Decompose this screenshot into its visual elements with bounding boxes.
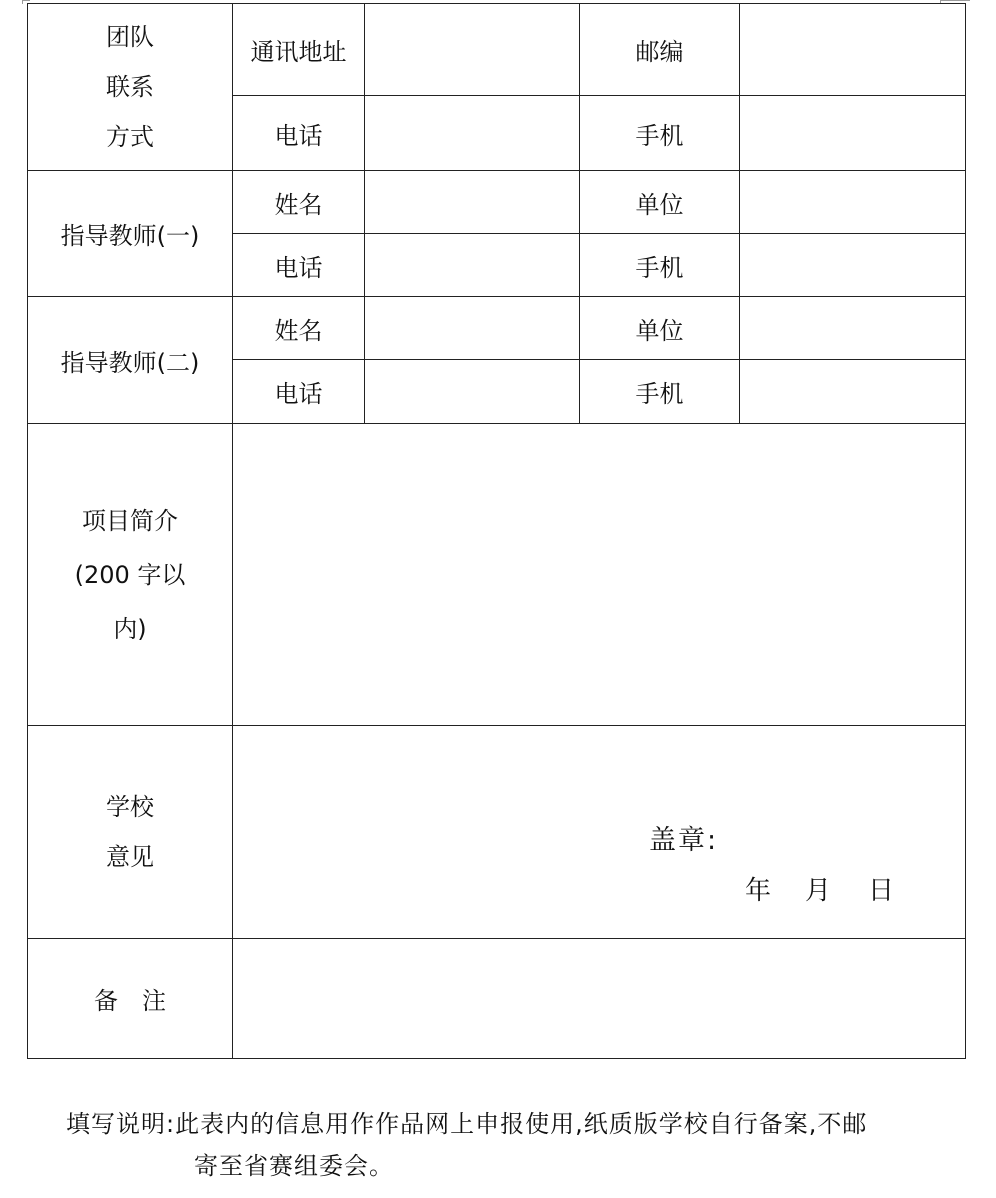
remarks-row: [28, 939, 966, 1059]
team-contact-row-1: [28, 4, 966, 96]
school-opinion-heading-line: 意见: [106, 843, 154, 871]
team-phone-field[interactable]: [365, 96, 580, 171]
stamp-label: 盖章:: [649, 825, 719, 856]
team-mobile-label: 手机: [580, 96, 740, 171]
project-intro-row: [28, 424, 966, 726]
advisor-2-heading: 指导教师(二): [28, 297, 233, 424]
filling-instructions: [66, 1103, 867, 1187]
advisor-2-row-1: [28, 297, 966, 360]
crop-tick-left: [22, 0, 23, 4]
advisor-2-phone-label: 电话: [233, 360, 365, 424]
advisor-2-unit-label: 单位: [580, 297, 740, 360]
team-contact-heading-line: 方式: [106, 123, 154, 151]
advisor-1-heading: 指导教师(一): [28, 171, 233, 297]
advisor-1-mobile-field[interactable]: [740, 234, 966, 297]
advisor-1-phone-label: 电话: [233, 234, 365, 297]
advisor-1-phone-field[interactable]: [365, 234, 580, 297]
project-intro-heading: [28, 424, 233, 726]
advisor-2-unit-field[interactable]: [740, 297, 966, 360]
address-label: 通讯地址: [233, 4, 365, 96]
school-opinion-heading-line: 学校: [106, 793, 154, 821]
postcode-field[interactable]: [740, 4, 966, 96]
postcode-label: 邮编: [580, 4, 740, 96]
advisor-1-name-label: 姓名: [233, 171, 365, 234]
advisor-1-unit-field[interactable]: [740, 171, 966, 234]
address-field[interactable]: [365, 4, 580, 96]
advisor-2-mobile-field[interactable]: [740, 360, 966, 424]
advisor-2-name-field[interactable]: [365, 297, 580, 360]
team-mobile-field[interactable]: [740, 96, 966, 171]
remarks-field[interactable]: [233, 939, 966, 1059]
team-phone-label: 电话: [233, 96, 365, 171]
school-opinion-field[interactable]: [233, 726, 966, 939]
project-intro-heading-line: 项目简介: [82, 506, 178, 535]
team-contact-heading-line: 联系: [106, 73, 154, 101]
advisor-2-name-label: 姓名: [233, 297, 365, 360]
advisor-2-mobile-label: 手机: [580, 360, 740, 424]
instructions-line-2: 寄至省赛组委会。: [194, 1152, 394, 1180]
project-intro-field[interactable]: [233, 424, 966, 726]
date-year-label: 年: [745, 876, 772, 906]
instructions-line-1: 填写说明:此表内的信息用作作品网上申报使用,纸质版学校自行备案,不邮: [66, 1110, 868, 1138]
advisor-1-mobile-label: 手机: [580, 234, 740, 297]
advisor-2-phone-field[interactable]: [365, 360, 580, 424]
team-contact-heading-line: 团队: [106, 23, 154, 51]
project-intro-heading-line: (200 字以: [74, 560, 186, 589]
school-opinion-heading: [28, 726, 233, 939]
advisor-1-row-1: [28, 171, 966, 234]
advisor-1-unit-label: 单位: [580, 171, 740, 234]
project-intro-heading-line: 内): [113, 614, 147, 643]
date-month-label: 月: [805, 876, 832, 906]
remarks-heading: 备 注: [28, 939, 233, 1059]
advisor-1-name-field[interactable]: [365, 171, 580, 234]
date-day-label: 日: [868, 876, 895, 906]
team-contact-heading: [28, 4, 233, 171]
